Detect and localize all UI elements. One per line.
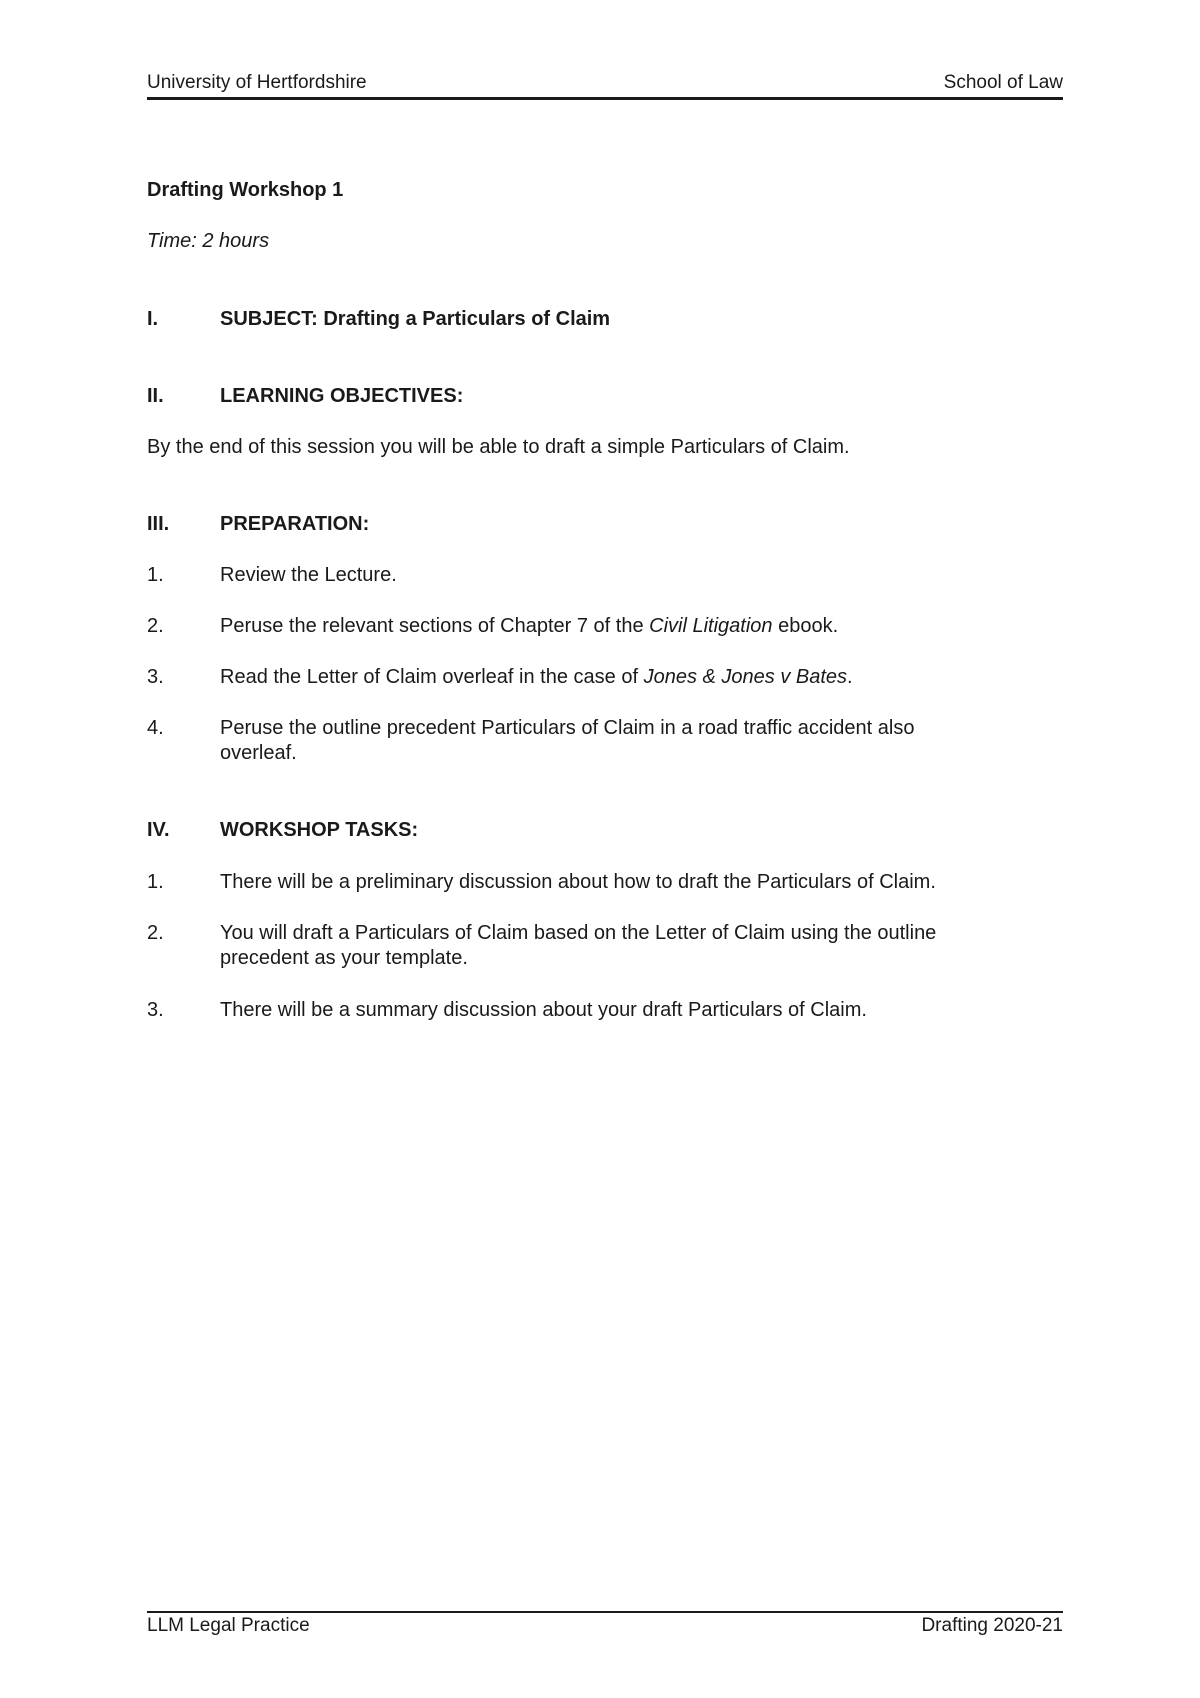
item-number: 4. — [147, 717, 164, 739]
section-title: WORKSHOP TASKS: — [220, 819, 419, 841]
page-footer — [147, 1615, 1063, 1637]
header-rule — [147, 97, 1063, 100]
item-text: Review the Lecture. — [220, 564, 397, 586]
header-institution: University of Hertfordshire — [147, 72, 367, 93]
section-title: PREPARATION: — [220, 513, 370, 535]
item-text — [220, 716, 1063, 766]
case-name: Jones & Jones v Bates — [643, 666, 848, 688]
footer-programme: LLM Legal Practice — [147, 1615, 310, 1636]
book-title: Civil Litigation — [649, 615, 773, 637]
footer-module: Drafting 2020-21 — [921, 1615, 1063, 1636]
item-number: 1. — [147, 871, 164, 893]
item-text-post: ebook. — [772, 615, 839, 637]
item-number: 2. — [147, 615, 164, 637]
section-numeral: I. — [147, 308, 159, 330]
item-text-line1: Peruse the outline precedent Particulars of Claim in a road traffic accident also — [220, 717, 915, 739]
item-number: 1. — [147, 564, 164, 586]
item-text-post: . — [847, 666, 853, 688]
item-text — [220, 921, 1063, 971]
document-title: Drafting Workshop 1 — [147, 179, 344, 201]
item-number: 3. — [147, 999, 164, 1021]
item-text-line2: precedent as your template. — [220, 947, 468, 969]
item-text: There will be a summary discussion about your draft Particulars of Claim. — [220, 999, 867, 1021]
item-number: 3. — [147, 666, 164, 688]
item-number: 2. — [147, 922, 164, 944]
section-numeral: III. — [147, 513, 170, 535]
item-text-line1: You will draft a Particulars of Claim based on the Letter of Claim using the outline — [220, 922, 937, 944]
section-title: LEARNING OBJECTIVES: — [220, 385, 464, 407]
time-allowance: Time: 2 hours — [147, 230, 270, 252]
section-title: SUBJECT: Drafting a Particulars of Claim — [220, 308, 611, 330]
item-text-pre: Peruse the relevant sections of Chapter 7 of the — [220, 615, 650, 637]
page-header — [147, 72, 1063, 94]
header-school: School of Law — [943, 72, 1063, 93]
footer-rule — [147, 1611, 1063, 1613]
item-text-pre: Read the Letter of Claim overleaf in the case of — [220, 666, 644, 688]
item-text — [220, 665, 1063, 690]
section-numeral: IV. — [147, 819, 170, 841]
item-text: There will be a preliminary discussion about how to draft the Particulars of Claim. — [220, 871, 936, 893]
objectives-body: By the end of this session you will be able to draft a simple Particulars of Claim. — [147, 436, 850, 458]
item-text — [220, 614, 1063, 639]
section-numeral: II. — [147, 385, 164, 407]
item-text-line2: overleaf. — [220, 742, 297, 764]
